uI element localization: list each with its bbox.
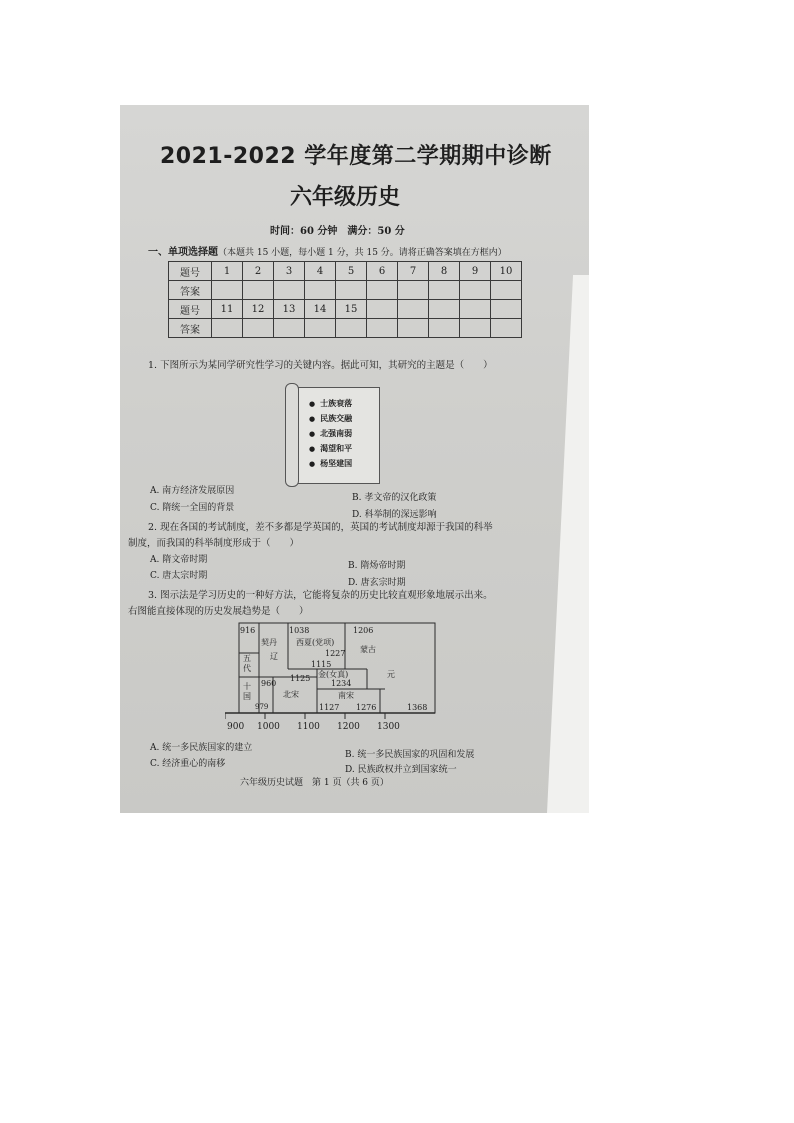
- year-label: 916: [240, 626, 256, 635]
- regime-label: 西夏(党项): [296, 638, 335, 647]
- regime-label: 十: [243, 682, 251, 691]
- regime-label: 北宋: [283, 690, 299, 699]
- q3-option-c[interactable]: C. 经济重心的南移: [150, 759, 226, 769]
- regime-label: 南宋: [338, 691, 354, 700]
- year-label: 960: [261, 679, 277, 688]
- table-row: [169, 300, 522, 319]
- question-number: 5: [336, 262, 367, 281]
- answer-cell[interactable]: [367, 319, 398, 338]
- axis-label: 1000: [257, 722, 280, 732]
- axis-label: 1200: [337, 722, 360, 732]
- question-number: 1: [212, 262, 243, 281]
- dynasty-timeline-diagram: [225, 617, 450, 732]
- question-1-stem: 1. 下图所示为某同学研究性学习的关键内容。据此可知，其研究的主题是（ ）: [148, 360, 493, 371]
- question-number: 11: [212, 300, 243, 319]
- question-number: 13: [274, 300, 305, 319]
- answer-cell[interactable]: [274, 319, 305, 338]
- page-footer: 六年级历史试题 第 1 页（共 6 页）: [240, 778, 389, 788]
- underlying-page-edge: [547, 275, 589, 813]
- question-2-stem-line1: 2. 现在各国的考试制度，差不多都是学英国的，英国的考试制度却源于我国的科举: [148, 522, 493, 533]
- scroll-keyword: ● 杨坚建国: [309, 456, 352, 471]
- year-label: 1115: [311, 660, 332, 669]
- regime-label: 金(女真): [318, 670, 349, 679]
- row-label: 答案: [169, 319, 212, 338]
- answer-cell[interactable]: [460, 319, 491, 338]
- q1-option-a[interactable]: A. 南方经济发展原因: [150, 486, 235, 496]
- answer-cell[interactable]: [305, 281, 336, 300]
- answer-cell[interactable]: [274, 281, 305, 300]
- question-number: 12: [243, 300, 274, 319]
- scroll-keyword: ● 民族交融: [309, 411, 352, 426]
- time-and-score: 时间：60 分钟 满分：50 分: [270, 226, 405, 237]
- answer-cell[interactable]: [460, 281, 491, 300]
- exam-subject: 六年级历史: [290, 185, 401, 210]
- answer-table: [168, 261, 522, 338]
- regime-label: 辽: [270, 652, 278, 661]
- q1-option-b[interactable]: B. 孝文帝的汉化政策: [352, 493, 437, 503]
- question-3-stem-line1: 3. 图示法是学习历史的一种好方法，它能将复杂的历史比较直观形象地展示出来。: [148, 590, 493, 601]
- answer-cell[interactable]: [491, 281, 522, 300]
- answer-cell[interactable]: [305, 319, 336, 338]
- section-title: 一、单项选择题: [148, 247, 218, 258]
- question-number: 14: [305, 300, 336, 319]
- year-label: 1127: [319, 703, 340, 712]
- section-note: （本题共 15 小题，每小题 1 分，共 15 分。请将正确答案填在方框内）: [218, 248, 507, 258]
- regime-label: 蒙古: [360, 645, 376, 654]
- q3-option-a[interactable]: A. 统一多民族国家的建立: [150, 743, 253, 753]
- row-label: 题号: [169, 262, 212, 281]
- question-number: 4: [305, 262, 336, 281]
- section-heading: [148, 243, 507, 258]
- question-number: [429, 300, 460, 319]
- regime-label: 元: [387, 670, 395, 679]
- scroll-keyword: ● 渴望和平: [309, 441, 352, 456]
- answer-cell[interactable]: [336, 281, 367, 300]
- axis-label: 1300: [377, 722, 400, 732]
- answer-cell[interactable]: [429, 319, 460, 338]
- question-number: 7: [398, 262, 429, 281]
- exam-page-photo: [120, 105, 589, 813]
- answer-cell[interactable]: [429, 281, 460, 300]
- q2-option-d[interactable]: D. 唐玄宗时期: [348, 578, 406, 588]
- q1-option-c[interactable]: C. 隋统一全国的背景: [150, 503, 235, 513]
- answer-cell[interactable]: [243, 281, 274, 300]
- question-number: 3: [274, 262, 305, 281]
- question-number: [460, 300, 491, 319]
- question-number: [491, 300, 522, 319]
- year-label: 1227: [325, 649, 346, 658]
- question-number: 8: [429, 262, 460, 281]
- scroll-illustration: [292, 387, 380, 484]
- exam-title: 2021-2022 学年度第二学期期中诊断: [160, 144, 552, 169]
- scroll-keyword: ● 士族衰落: [309, 396, 352, 411]
- q1-option-d[interactable]: D. 科举制的深远影响: [352, 510, 437, 520]
- row-label: 题号: [169, 300, 212, 319]
- question-number: 2: [243, 262, 274, 281]
- answer-cell[interactable]: [212, 281, 243, 300]
- answer-cell[interactable]: [367, 281, 398, 300]
- year-label: 1206: [353, 626, 374, 635]
- question-number: 9: [460, 262, 491, 281]
- question-number: [398, 300, 429, 319]
- axis-label: 900: [227, 722, 245, 732]
- scroll-keyword-list: [309, 396, 352, 471]
- table-row: [169, 319, 522, 338]
- q3-option-d[interactable]: D. 民族政权并立到国家统一: [345, 765, 457, 775]
- table-row: [169, 281, 522, 300]
- question-number: 15: [336, 300, 367, 319]
- regime-label: 五: [243, 654, 251, 663]
- table-row: [169, 262, 522, 281]
- year-label: 1368: [407, 703, 428, 712]
- q2-option-c[interactable]: C. 唐太宗时期: [150, 571, 208, 581]
- answer-cell[interactable]: [491, 319, 522, 338]
- regime-label: 代: [243, 664, 251, 673]
- q3-option-b[interactable]: B. 统一多民族国家的巩固和发展: [345, 750, 475, 760]
- question-number: [367, 300, 398, 319]
- answer-cell[interactable]: [212, 319, 243, 338]
- year-label: 1234: [331, 679, 352, 688]
- question-3-stem-line2: 右图能直接体现的历史发展趋势是（ ）: [128, 606, 309, 617]
- question-number: 10: [491, 262, 522, 281]
- answer-cell[interactable]: [336, 319, 367, 338]
- year-label: 979: [255, 703, 269, 711]
- scroll-keyword: ● 北强南弱: [309, 426, 352, 441]
- year-label: 1276: [356, 703, 377, 712]
- year-label: 1125: [290, 674, 311, 683]
- regime-label: 国: [243, 692, 251, 701]
- answer-cell[interactable]: [398, 281, 429, 300]
- answer-cell[interactable]: [398, 319, 429, 338]
- row-label: 答案: [169, 281, 212, 300]
- q2-option-b[interactable]: B. 隋炀帝时期: [348, 561, 406, 571]
- q2-option-a[interactable]: A. 隋文帝时期: [150, 555, 208, 565]
- year-label: 1038: [289, 626, 310, 635]
- scroll-roll: [285, 383, 299, 487]
- regime-label: 契丹: [261, 638, 277, 647]
- question-2-stem-line2: 制度，而我国的科举制度形成于（ ）: [128, 538, 300, 549]
- axis-label: 1100: [297, 722, 320, 732]
- answer-cell[interactable]: [243, 319, 274, 338]
- question-number: 6: [367, 262, 398, 281]
